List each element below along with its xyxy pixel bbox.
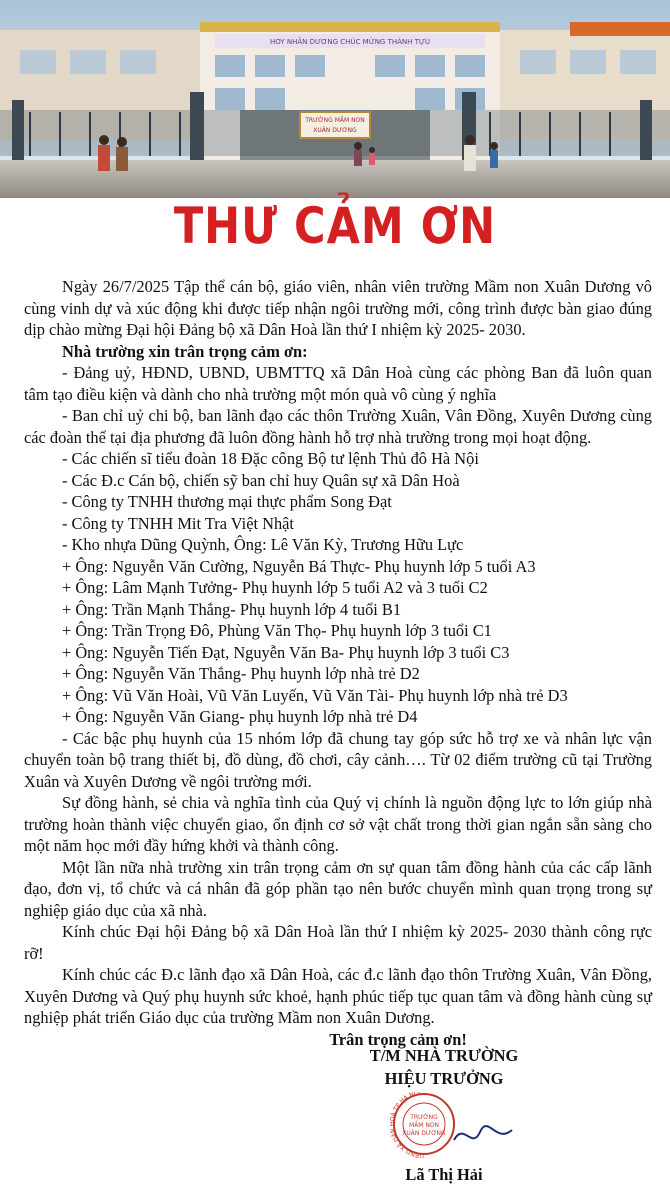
thanks-item-12: + Ông: Nguyễn Tiến Đạt, Nguyễn Văn Ba- Phụ huynh lớp 3 tuổi C3 — [62, 642, 510, 662]
thanks-item-7: - Kho nhựa Dũng Quỳnh, Ông: Lê Văn Kỳ, Trương Hữu Lực — [62, 535, 464, 554]
signature-position: HIỆU TRƯỞNG — [384, 1069, 504, 1088]
paragraph-gratitude: Một lần nữa nhà trường xin trân trọng cảm ơn sự quan tâm đồng hành của các cấp lãnh đạo, đơn vị, tổ chức và cá nhân đã góp phần tạo nên bước chuyển mình quan trọng trong sự nghiệp giáo dục của xã nhà. — [24, 857, 652, 920]
thanks-item-10: + Ông: Trần Mạnh Thắng- Phụ huynh lớp 4 tuổi B1 — [62, 599, 402, 619]
paragraph-congress-wish: Kính chúc Đại hội Đảng bộ xã Dân Hoà lần thứ I nhiệm kỳ 2025- 2030 thành công rực rỡ! — [24, 922, 652, 963]
thanks-item-11: + Ông: Trần Trọng Đô, Phùng Văn Thọ- Phụ huynh lớp 3 tuổi C1 — [62, 621, 492, 640]
intro-paragraph: Ngày 26/7/2025 Tập thể cán bộ, giáo viên, nhân viên trường Mầm non Xuân Dương vô cùng vinh dự và xúc động khi được tiếp nhận ngôi trường mới, công trình được bàn giao đúng dịp chào mừng Đại hội Đảng bộ xã Dân Hoà lần thứ I nhiệm kỳ 2025- 2030. — [24, 277, 652, 339]
signature-on-behalf: T/M NHÀ TRƯỜNG — [369, 1046, 519, 1065]
stamp-line-2: MẦM NON — [408, 1122, 440, 1129]
thanks-item-5: - Công ty TNHH thương mại thực phẩm Song Đạt — [62, 492, 392, 511]
school-banner-image — [0, 0, 670, 198]
thanks-item-16: - Các bậc phụ huynh của 15 nhóm lớp đã chung tay góp sức hỗ trợ xe và nhân lực vận chuyển toàn bộ trang thiết bị, đồ dùng, đồ chơi, cây cảnh…. Từ 02 điểm trường cũ tại Trường Xuân và Xuyên Dương về ngôi trường mới. — [24, 728, 652, 791]
school-stamp — [384, 1092, 514, 1167]
closing-thanks: Trân trọng cảm ơn! — [329, 1029, 467, 1049]
thanks-item-15: + Ông: Nguyễn Văn Giang- phụ huynh lớp nhà trẻ D4 — [62, 707, 418, 726]
gate-sign-text-1: TRƯỜNG MẦM NON — [305, 117, 365, 124]
paragraph-health-wish: Kính chúc các Đ.c lãnh đạo xã Dân Hoà, các đ.c lãnh đạo thôn Trường Xuân, Vân Đồng, Xuyên Dương và Quý phụ huynh sức khoẻ, hạnh phúc tiếp tục quan tâm và đồng hành cùng sự nghiệp phát triển Giáo dục của trường Mầm non Xuân Dương. — [24, 965, 652, 1027]
thanks-item-2: - Ban chỉ uỷ chi bộ, ban lãnh đạo các thôn Trường Xuân, Vân Đồng, Xuyên Dương cùng các đoàn thể tại địa phương đã luôn đồng hành hỗ trợ nhà trường trong mọi hoạt động. — [24, 406, 652, 447]
thanks-item-13: + Ông: Nguyễn Văn Thắng- Phụ huynh lớp nhà trẻ D2 — [62, 664, 420, 683]
letter-title: THƯ CẢM ƠN — [173, 198, 497, 256]
thanks-item-6: - Công ty TNHH Mit Tra Việt Nhật — [62, 513, 294, 533]
building-sign-text: HOY NHÂN DƯƠNG CHÚC MỪNG THÀNH TỰU — [269, 38, 431, 46]
thanks-item-1: - Đảng uỷ, HĐND, UBND, UBMTTQ xã Dân Hoà cùng các phòng Ban đã luôn quan tâm tạo điều kiện và dành cho nhà trường một món quà vô cùng ý nghĩa — [24, 363, 652, 404]
thanks-item-8: + Ông: Nguyễn Văn Cường, Nguyễn Bá Thực- Phụ huynh lớp 5 tuổi A3 — [62, 556, 536, 576]
thanks-item-3: - Các chiến sĩ tiểu đoàn 18 Đặc công Bộ tư lệnh Thủ đô Hà Nội — [62, 449, 479, 468]
stamp-line-1: TRƯỜNG — [410, 1114, 438, 1121]
stamp-line-3: XUÂN DƯƠNG — [402, 1130, 446, 1137]
thanks-item-4: - Các Đ.c Cán bộ, chiến sỹ ban chỉ huy Quân sự xã Dân Hoà — [62, 470, 460, 490]
letter-body — [24, 276, 652, 1050]
handwritten-signature — [454, 1126, 512, 1140]
thanks-item-14: + Ông: Vũ Văn Hoài, Vũ Văn Luyến, Vũ Văn Tài- Phụ huynh lớp nhà trẻ D3 — [62, 685, 568, 705]
paragraph-support: Sự đồng hành, sẻ chia và nghĩa tình của Quý vị chính là nguồn động lực to lớn giúp nhà trường hoàn thành việc chuyển giao, ổn định cơ sở vật chất trong thời gian ngắn sẵn sàng cho một năm học mới đầy hứng khởi và thành công. — [24, 793, 652, 855]
thanks-item-9: + Ông: Lâm Mạnh Tưởng- Phụ huynh lớp 5 tuổi A2 và 3 tuổi C2 — [62, 578, 488, 597]
gate-sign-text-2: XUÂN DƯƠNG — [313, 127, 357, 134]
thanks-heading: Nhà trường xin trân trọng cảm ơn: — [62, 341, 308, 361]
signature-name: Lã Thị Hải — [405, 1165, 483, 1184]
stamp-ring-text: UBND XÃ DÂN HOÀ TP HÀ NỘI — [389, 1092, 425, 1160]
